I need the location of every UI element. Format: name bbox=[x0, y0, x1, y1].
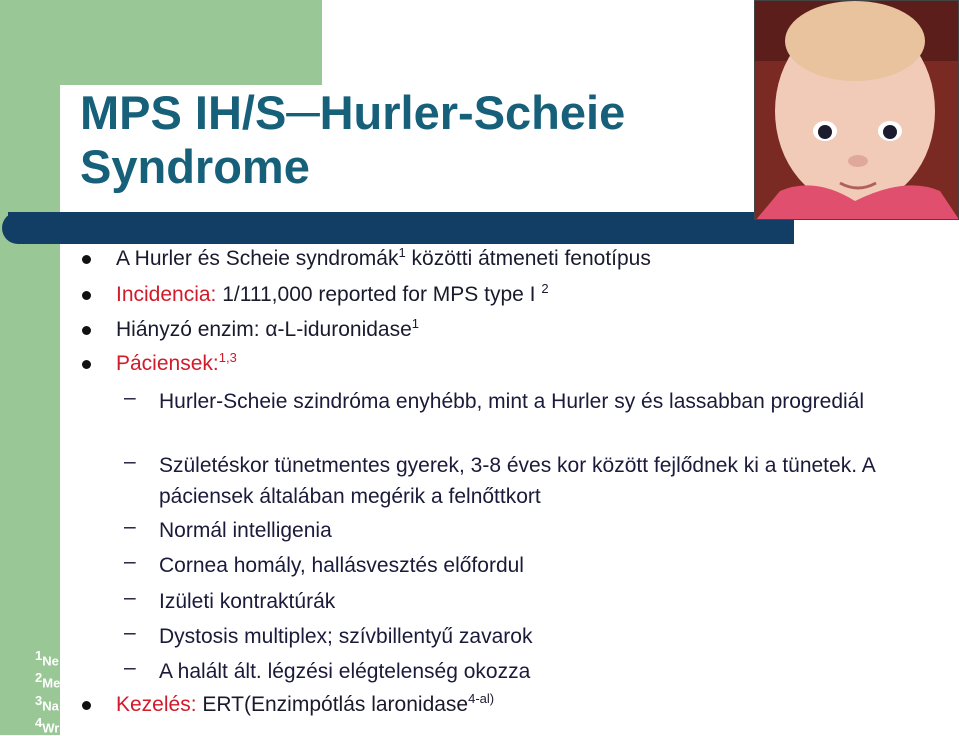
bullet-text: Hiányzó enzim: α-L-iduronidase bbox=[116, 318, 412, 341]
sub-bullet-text: Hurler-Scheie szindróma enyhébb, mint a Hurler sy és lassabban progrediál bbox=[159, 390, 865, 413]
dash-icon: – bbox=[124, 450, 136, 473]
slide-title: MPS IH/S─Hurler-Scheie Syndrome bbox=[80, 86, 626, 193]
bullet-label: Incidencia: bbox=[116, 283, 217, 306]
dash-icon: – bbox=[124, 515, 136, 538]
bullet-dot-icon bbox=[82, 255, 91, 264]
bullet-text: ERT(Enzimpótlás laronidase bbox=[196, 693, 469, 716]
sub-bullet-text: Cornea homály, hallásvesztés előfordul bbox=[159, 554, 524, 577]
bullet-text: A Hurler és Scheie syndromák bbox=[116, 247, 399, 270]
dash-icon: – bbox=[124, 550, 136, 573]
dash-icon: – bbox=[124, 586, 136, 609]
green-side-band bbox=[0, 0, 60, 735]
dash-icon: – bbox=[124, 386, 136, 409]
dash-icon: – bbox=[124, 621, 136, 644]
sub-bullet-text: Izületi kontraktúrák bbox=[159, 590, 336, 613]
bullet-sup: 2 bbox=[541, 281, 549, 296]
bullet-text: 1/111,000 reported for MPS type I bbox=[216, 283, 542, 306]
bullet-sup: 1,3 bbox=[218, 350, 237, 365]
bullet-dot-icon bbox=[82, 291, 91, 300]
sub-bullet-text: Normál intelligenia bbox=[159, 519, 332, 542]
bullet-tail: közötti átmeneti fenotípus bbox=[405, 247, 651, 270]
bullet-label: Páciensek: bbox=[116, 352, 219, 375]
bullet-sup: 4-al) bbox=[468, 691, 495, 706]
reference-line: $^3$Na bbox=[35, 692, 59, 713]
bullet-sup: 1 bbox=[398, 245, 406, 260]
green-top-band bbox=[0, 0, 322, 85]
bullet-dot-icon bbox=[82, 701, 91, 710]
sub-bullet-text: Születéskor tünetmentes gyerek, 3-8 éves kor között fejlődnek ki a tünetek. A páciensek általában megérik a felnőttkort bbox=[159, 454, 875, 508]
reference-line: $^1$Ne bbox=[35, 648, 59, 669]
references bbox=[35, 647, 60, 736]
bullet-dot-icon bbox=[82, 326, 91, 335]
sub-bullet-text: Dystosis multiplex; szívbillentyű zavarok bbox=[159, 625, 533, 648]
bullet-sup: 1 bbox=[411, 316, 420, 331]
bullet-label: Kezelés: bbox=[116, 693, 197, 716]
reference-line: $^4$Wr bbox=[35, 714, 60, 736]
patient-photo bbox=[754, 0, 959, 220]
dash-icon: – bbox=[124, 656, 136, 679]
reference-line: $^2$Me bbox=[35, 670, 61, 691]
sub-bullet-text: A halált ált. légzési elégtelenség okozza bbox=[159, 660, 531, 683]
bullet-dot-icon bbox=[82, 360, 91, 369]
title-divider-bar bbox=[8, 212, 794, 244]
